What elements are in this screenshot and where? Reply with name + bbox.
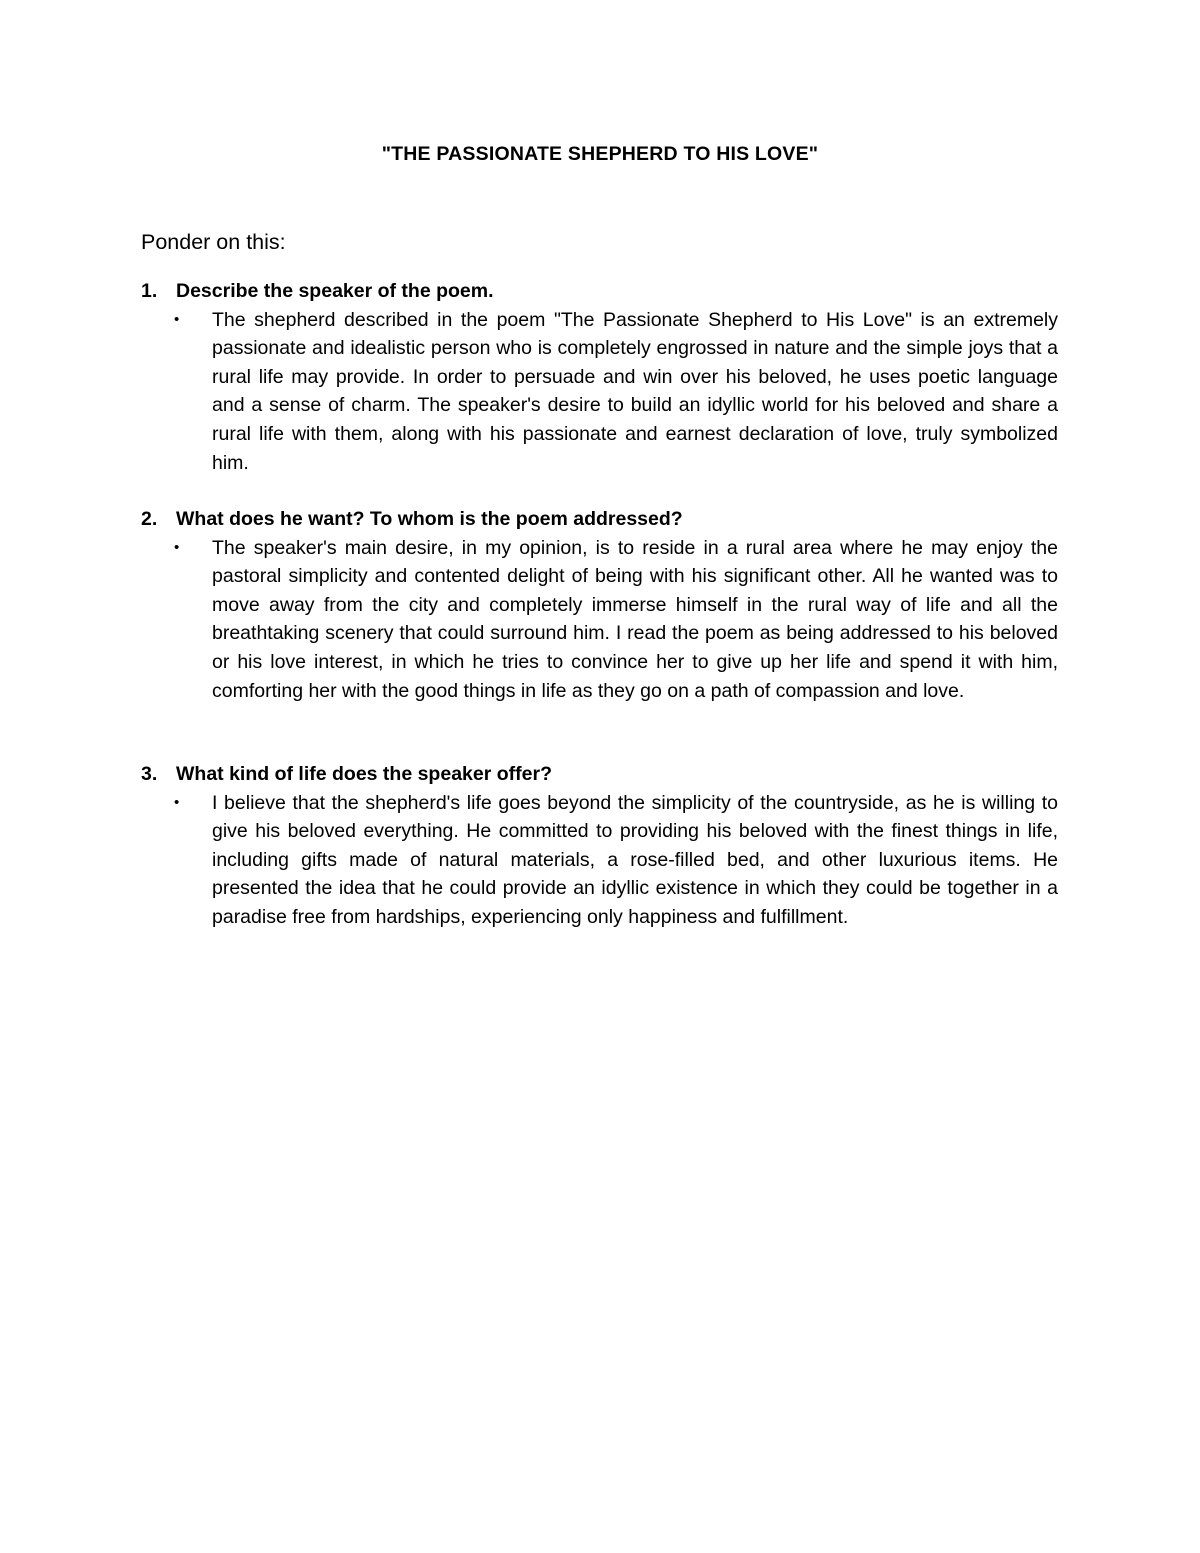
- document-title: "THE PASSIONATE SHEPHERD TO HIS LOVE": [381, 143, 819, 165]
- bullet-icon: •: [174, 793, 180, 811]
- question-text: Describe the speaker of the poem.: [176, 280, 494, 302]
- answer-paragraph: [174, 789, 1058, 932]
- question-heading: [141, 277, 1061, 306]
- ponder-heading: Ponder on this:: [141, 230, 286, 254]
- question-number: 1.: [141, 280, 158, 302]
- question-item-1: [141, 277, 1061, 477]
- question-text: What kind of life does the speaker offer?: [176, 763, 552, 785]
- question-item-3: [141, 760, 1061, 932]
- question-text: What does he want? To whom is the poem addressed?: [176, 508, 683, 530]
- answer-paragraph: [174, 306, 1058, 478]
- bullet-icon: •: [174, 538, 180, 556]
- question-number: 3.: [141, 763, 158, 785]
- bullet-icon: •: [174, 310, 180, 328]
- question-heading: [141, 505, 1061, 534]
- answer-text: I believe that the shepherd's life goes beyond the simplicity of the countryside, as he is willing to give his beloved everything. He committed to providing his beloved with the finest things in life, including gifts made of natural materials, a rose-filled bed, and other luxurious items. He presented the idea that he could provide an idyllic existence in which they could be together in a paradise free from hardships, experiencing only happiness and fulfillment.: [212, 791, 1058, 928]
- question-item-2: [141, 505, 1061, 705]
- answer-text: The speaker's main desire, in my opinion, is to reside in a rural area where he may enjoy the pastoral simplicity and contented delight of being with his significant other. All he wanted was to move away from the city and completely immerse himself in the rural way of life and all the breathtaking scenery that could surround him. I read the poem as being addressed to his beloved or his love interest, in which he tries to convince her to give up her life and spend it with him, comforting her with the good things in life as they go on a path of compassion and love.: [212, 536, 1058, 702]
- answer-text: The shepherd described in the poem "The Passionate Shepherd to His Love" is an extremely passionate and idealistic person who is completely engrossed in nature and the simple joys that a rural life may provide. In order to persuade and win over his beloved, he uses poetic language and a sense of charm. The speaker's desire to build an idyllic world for his beloved and share a rural life with them, along with his passionate and earnest declaration of love, truly symbolized him.: [212, 308, 1058, 474]
- answer-paragraph: [174, 534, 1058, 706]
- question-number: 2.: [141, 508, 158, 530]
- question-heading: [141, 760, 1061, 789]
